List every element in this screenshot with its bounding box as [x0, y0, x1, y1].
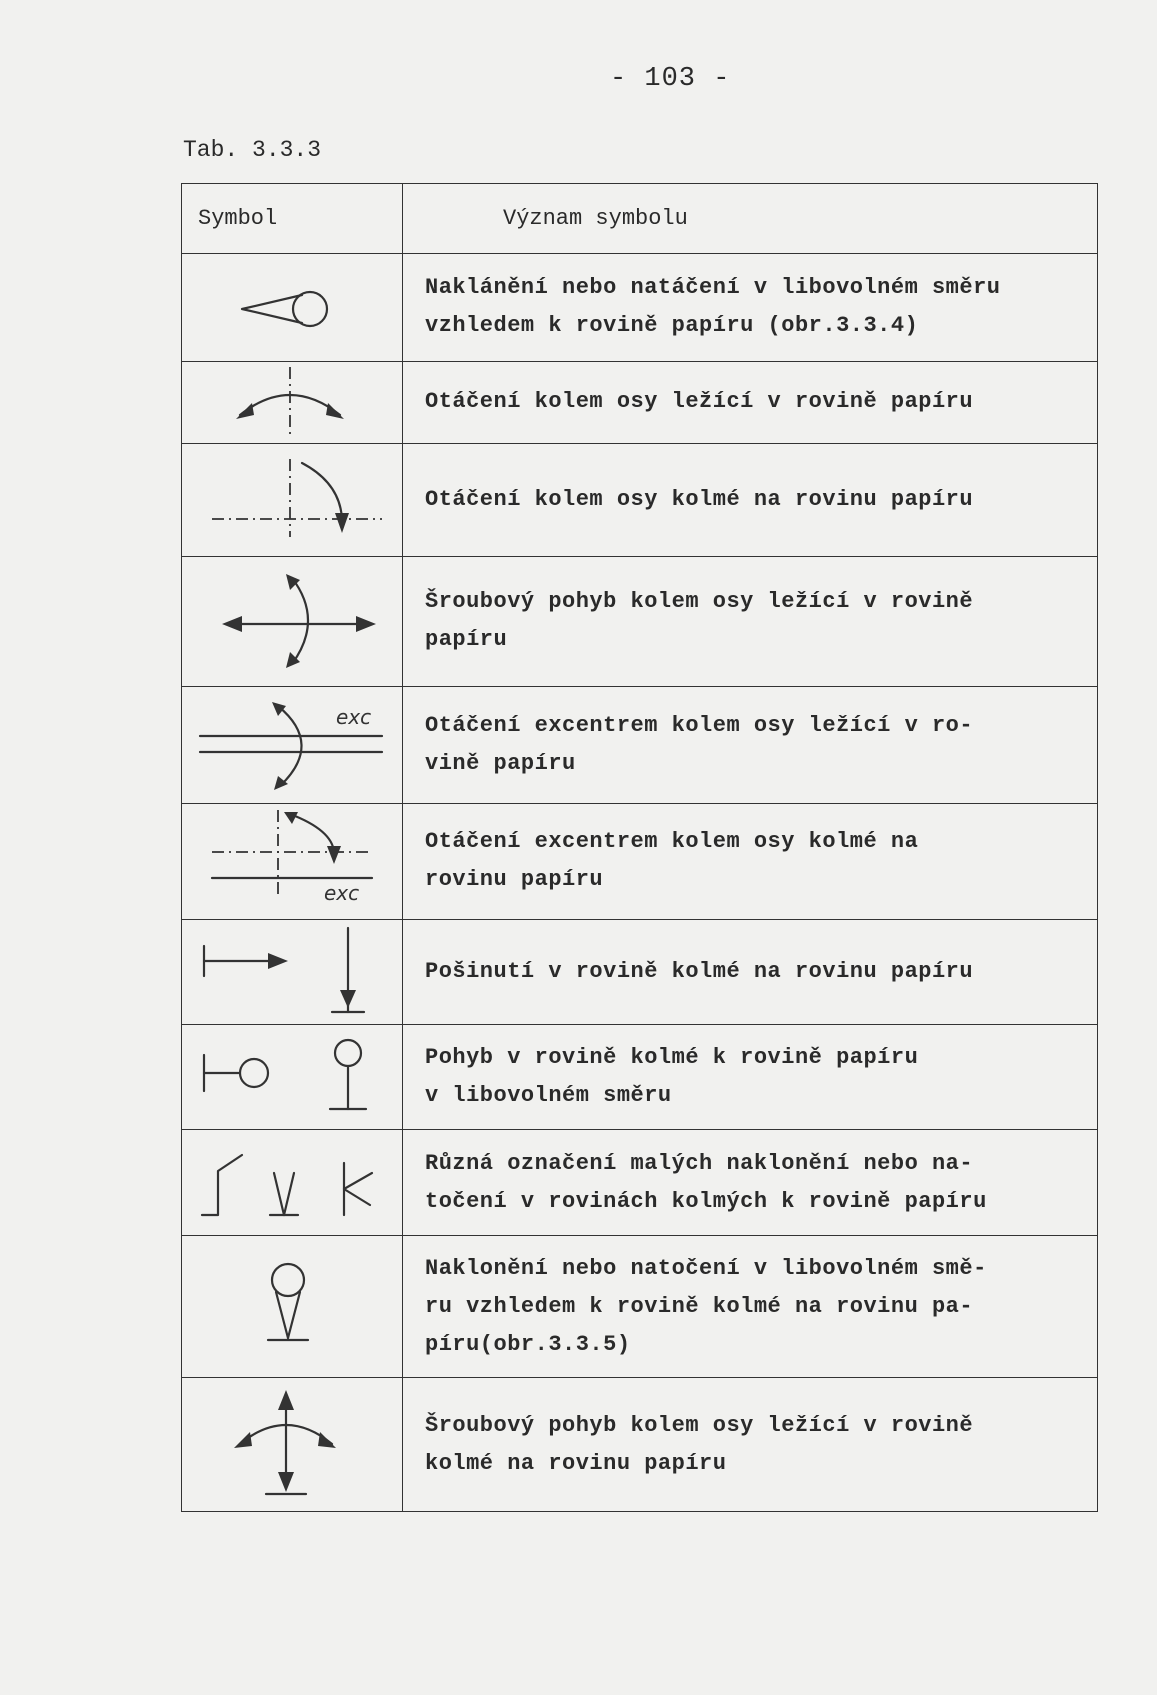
header-symbol: Symbol [182, 184, 403, 254]
rotate-in-plane-axis-icon [182, 363, 403, 441]
small-tilt-markings-icon [182, 1133, 403, 1233]
table-row [182, 444, 1098, 557]
table-row [182, 1024, 1098, 1129]
table-row [182, 686, 1098, 803]
symbol-cell [182, 557, 403, 687]
eccentric-rotation-perpendicular-axis-icon [182, 806, 403, 916]
meaning-cell: Pošinutí v rovině kolmé na rovinu papíru [403, 919, 1098, 1024]
meaning-cell: Šroubový pohyb kolem osy ležící v rovině kolmé na rovinu papíru [403, 1378, 1098, 1512]
meaning-cell: Šroubový pohyb kolem osy ležící v rovině papíru [403, 557, 1098, 687]
meaning-cell: Otáčení kolem osy kolmé na rovinu papíru [403, 444, 1098, 557]
page-number: - 103 - [610, 64, 731, 94]
meaning-cell: Naklánění nebo natáčení v libovolném směru vzhledem k rovině papíru (obr.3.3.4) [403, 253, 1098, 361]
symbol-cell [182, 1129, 403, 1236]
symbol-cell [182, 803, 403, 919]
table-row [182, 361, 1098, 443]
meaning-cell: Různá označení malých naklonění nebo na- točení v rovinách kolmých k rovině papíru [403, 1129, 1098, 1236]
move-in-perpendicular-plane-icon [182, 1027, 403, 1127]
eccentric-rotation-in-plane-icon [182, 690, 403, 800]
meaning-cell: Otáčení excentrem kolem osy ležící v ro- vině papíru [403, 686, 1098, 803]
table-header-row [182, 184, 1098, 254]
rotate-perpendicular-axis-icon [182, 447, 403, 553]
meaning-cell: Otáčení kolem osy ležící v rovině papíru [403, 361, 1098, 443]
meaning-cell: Naklonění nebo natočení v libovolném smě- ru vzhledem k rovině kolmé na rovinu pa- píru(obr.3.3.5) [403, 1236, 1098, 1378]
symbol-cell [182, 686, 403, 803]
tilt-perpendicular-plane-icon [182, 1240, 403, 1374]
symbol-cell [182, 444, 403, 557]
table-row [182, 919, 1098, 1024]
screw-motion-perpendicular-plane-icon [182, 1382, 403, 1508]
meaning-cell: Otáčení excentrem kolem osy kolmé na rovinu papíru [403, 803, 1098, 919]
table-row [182, 253, 1098, 361]
symbol-cell [182, 1236, 403, 1378]
symbol-cell [182, 919, 403, 1024]
symbol-cell [182, 1378, 403, 1512]
exc-label: exc [324, 881, 360, 906]
table-row [182, 1129, 1098, 1236]
table-label: Tab. 3.3.3 [183, 137, 322, 163]
meaning-cell: Pohyb v rovině kolmé k rovině papíru v libovolném směru [403, 1024, 1098, 1129]
symbol-table [181, 183, 1098, 1512]
screw-motion-in-plane-icon [182, 560, 403, 682]
header-meaning: Význam symbolu [403, 184, 1098, 254]
table-row [182, 557, 1098, 687]
shift-in-plane-icon [182, 922, 403, 1022]
exc-label: exc [336, 704, 372, 729]
symbol-cell [182, 361, 403, 443]
table-row [182, 803, 1098, 919]
table-row [182, 1236, 1098, 1378]
table-row [182, 1378, 1098, 1512]
tilt-any-direction-icon [182, 257, 403, 357]
symbol-cell [182, 1024, 403, 1129]
symbol-cell [182, 253, 403, 361]
